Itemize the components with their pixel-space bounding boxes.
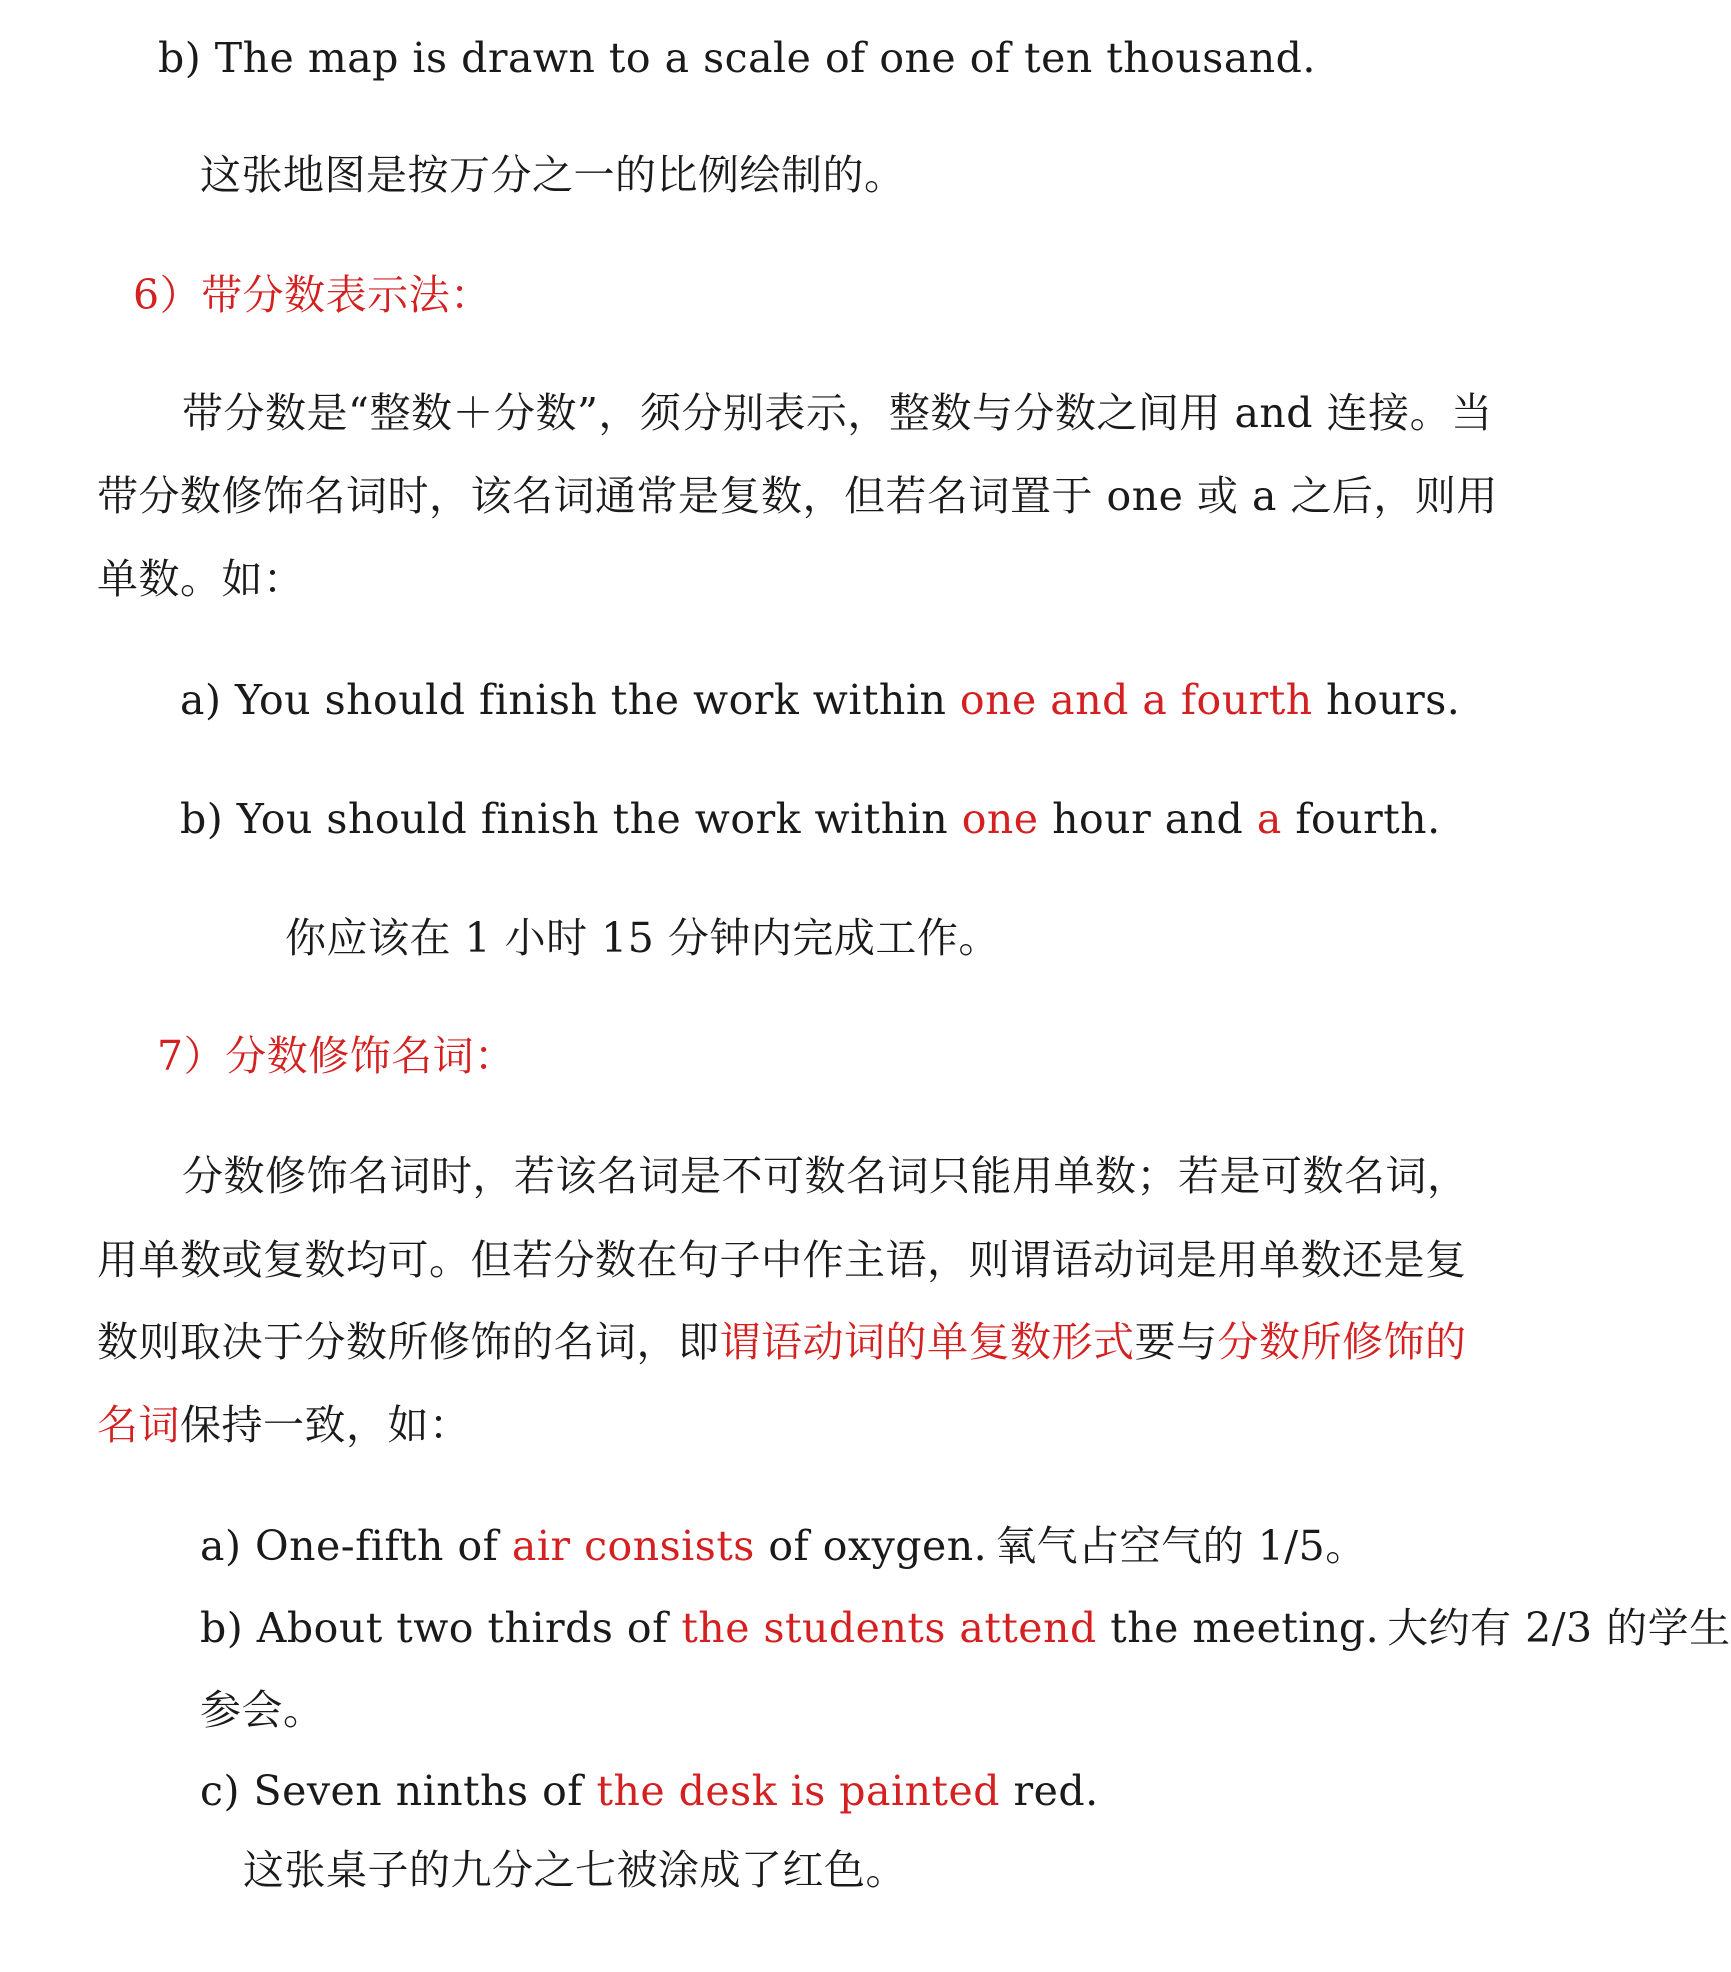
example-text: hour and — [1038, 795, 1257, 843]
section-6-paragraph-line-3: 单数。如： — [97, 555, 305, 603]
example-highlight: one — [961, 795, 1039, 843]
example-text: red. — [999, 1767, 1099, 1815]
paragraph-text: 保持一致，如： — [180, 1401, 471, 1449]
section-6-translation: 你应该在 1 小时 15 分钟内完成工作。 — [285, 914, 1000, 962]
section-6-paragraph-line-1: 带分数是“整数＋分数”，须分别表示，整数与分数之间用 and 连接。当 — [182, 389, 1493, 437]
section-6-example-a — [180, 676, 1461, 724]
section-7-paragraph-line-3 — [97, 1318, 1467, 1366]
section-7-example-b-translation-cont: 参会。 — [200, 1686, 325, 1734]
section-6-example-b — [180, 795, 1441, 843]
section-6-heading: 6）带分数表示法： — [133, 271, 492, 319]
example-text: a) You should finish the work within — [180, 676, 960, 724]
section-7-heading: 7）分数修饰名词： — [157, 1032, 516, 1080]
example-text: c) Seven ninths of — [200, 1767, 597, 1815]
example-text: the meeting. — [1096, 1604, 1380, 1652]
section-7-example-c — [200, 1767, 1099, 1815]
example-text: a) One-fifth of — [200, 1522, 512, 1570]
example-highlight: a — [1256, 795, 1282, 843]
example-text: fourth. — [1281, 795, 1441, 843]
example-text: b) You should finish the work within — [180, 795, 962, 843]
section-7-example-c-translation: 这张桌子的九分之七被涂成了红色。 — [243, 1846, 907, 1894]
example-text: of oxygen. — [754, 1522, 988, 1570]
paragraph-highlight: 名词 — [97, 1401, 180, 1449]
example-translation: 氧气占空气的 1/5。 — [995, 1522, 1367, 1570]
scale-example-sentence: b) The map is drawn to a scale of one of ten thousand. — [158, 34, 1316, 82]
example-text: hours. — [1312, 676, 1461, 724]
example-highlight: one and a fourth — [959, 676, 1313, 724]
section-7-paragraph-line-2: 用单数或复数均可。但若分数在句子中作主语，则谓语动词是用单数还是复 — [97, 1236, 1467, 1284]
section-7-paragraph-line-4 — [97, 1401, 471, 1449]
section-7-example-b — [200, 1604, 1731, 1652]
section-7-paragraph-line-1: 分数修饰名词时，若该名词是不可数名词只能用单数；若是可数名词， — [182, 1152, 1469, 1200]
example-highlight: the students attend — [681, 1604, 1097, 1652]
paragraph-text: 要与 — [1134, 1318, 1218, 1366]
scale-example-translation: 这张地图是按万分之一的比例绘制的。 — [200, 151, 906, 199]
paragraph-highlight: 谓语动词的单复数形式 — [719, 1318, 1135, 1366]
section-6-paragraph-line-2: 带分数修饰名词时，该名词通常是复数，但若名词置于 one 或 a 之后，则用 — [97, 472, 1498, 520]
paragraph-text: 数则取决于分数所修饰的名词，即 — [97, 1318, 720, 1366]
section-7-example-a — [200, 1522, 1367, 1570]
example-highlight: air consists — [511, 1522, 755, 1570]
example-highlight: the desk is painted — [596, 1767, 1000, 1815]
paragraph-highlight: 分数所修饰的 — [1217, 1318, 1467, 1366]
example-translation: 大约有 2/3 的学生 — [1387, 1604, 1731, 1652]
example-text: b) About two thirds of — [200, 1604, 682, 1652]
